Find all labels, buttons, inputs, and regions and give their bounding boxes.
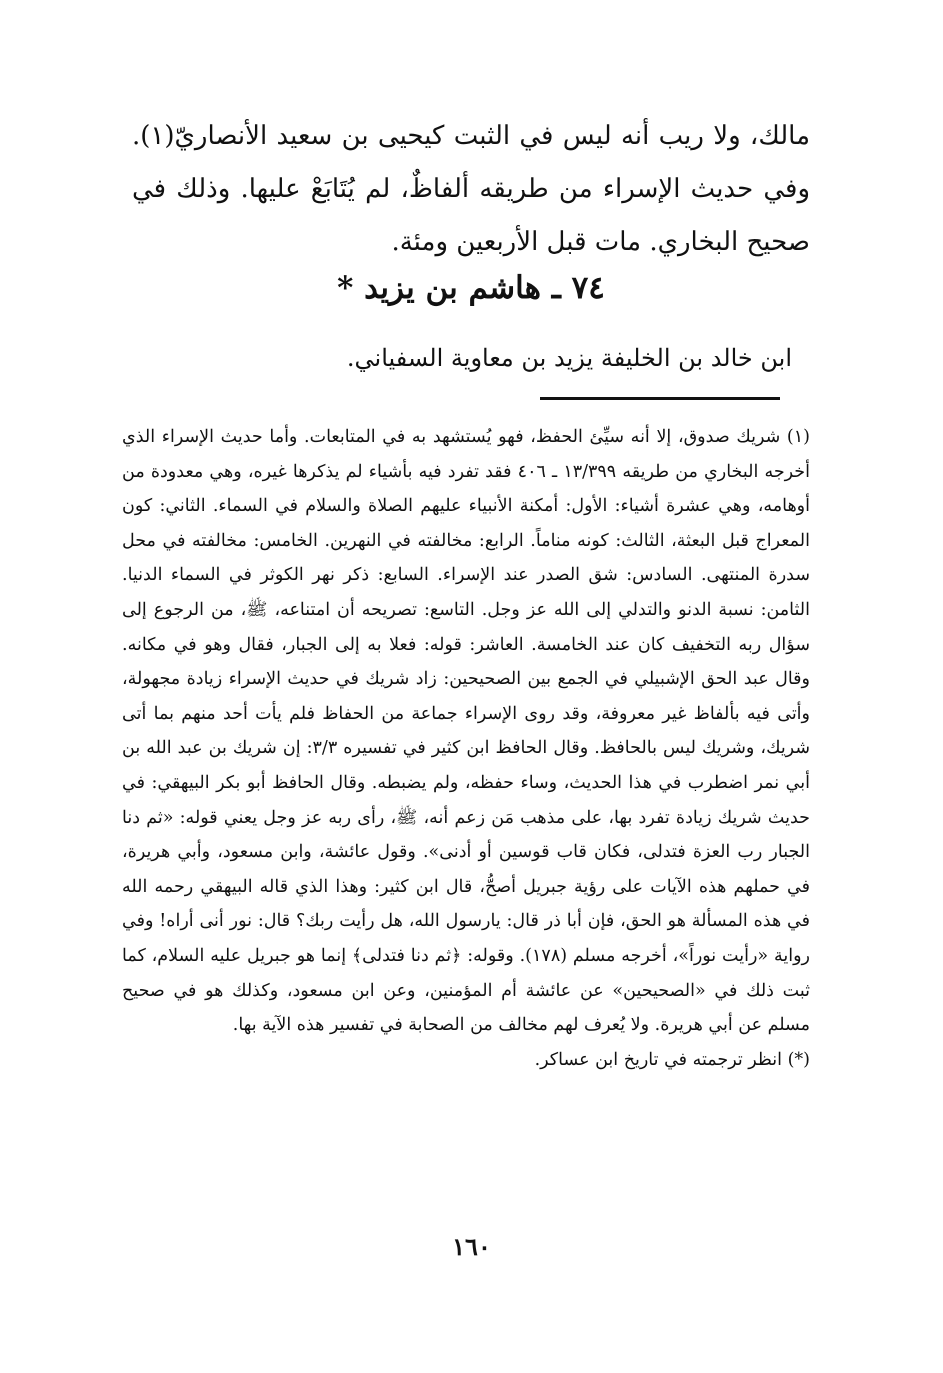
footnote-star: (*) انظر ترجمته في تاريخ ابن عساكر. [534,1049,810,1070]
main-body [132,110,810,269]
main-paragraph: مالك، ولا ريب أنه ليس في الثبت كيحيى بن سعيد الأنصاريّ(١). وفي حديث الإسراء من طريقه ألفاظٌ، لم يُتَابَعْ عليها. وذلك في صحيح البخاري. مات قبل الأربعين ومئة. [132,121,810,257]
entry-lineage: ابن خالد بن الخليفة يزيد بن معاوية السفياني. [346,344,792,372]
footnote-separator [540,397,780,400]
entry-heading: ٧٤ ـ هاشم بن يزيد * [337,270,605,306]
page-number: ١٦٠ [452,1232,491,1261]
footnote-1: (١) شريك صدوق، إلا أنه سيِّئ الحفظ، فهو يُستشهد به في المتابعات. وأما حديث الإسراء الذي أخرجه البخاري من طريقه ١٣/٣٩٩ ـ ٤٠٦ فقد تفرد فيه بأشياء لم يذكرها غيره، وهي معدودة من أوهامه، وهي عشرة أشياء: الأول: أمكنة الأنبياء عليهم الصلاة والسلام في السماء. الثاني: كون المعراج قبل البعثة، الثالث: كونه مناماً. الرابع: مخالفته في النهرين. الخامس: مخالفته في محل سدرة المنتهى. السادس: شق الصدر عند الإسراء. السابع: ذكر نهر الكوثر في السماء الدنيا. الثامن: نسبة الدنو والتدلي إلى الله عز وجل. التاسع: تصريحه أن امتناعه، ﷺ، من الرجوع إلى سؤال ربه التخفيف كان عند الخامسة. العاشر: قوله: فعلا به إلى الجبار، فقال وهو في مكانه. وقال عبد الحق الإشبيلي في الجمع بين الصحيحين: زاد شريك في حديث الإسراء زيادة مجهولة، وأتى فيه بألفاظ غير معروفة، وقد روى الإسراء جماعة من الحفاظ فلم يأت أحد منهم بما أتى شريك، وشريك ليس بالحافظ. وقال الحافظ ابن كثير في تفسيره ٣/٣: إن شريك بن عبد الله بن أبي نمر اضطرب في هذا الحديث، وساء حفظه، ولم يضبطه. وقال الحافظ أبو بكر البيهقي: في حديث شريك زيادة تفرد بها، على مذهب مَن زعم أنه، ﷺ، رأى ربه عز وجل يعني قوله: «ثم دنا الجبار رب العزة فتدلى، فكان قاب قوسين أو أدنى». وقول عائشة، وابن مسعود، وأبي هريرة، في حملهم هذه الآيات على رؤية جبريل أصحُّ، قال ابن كثير: وهذا الذي قاله البيهقي رحمه الله في هذه المسألة هو الحق، فإن أبا ذر قال: يارسول الله، هل رأيت ربك؟ قال: نور أنى أراه! وفي رواية «رأيت نوراً»، أخرجه مسلم (١٧٨). وقوله: ﴿ثم دنا فتدلى﴾ إنما هو جبريل عليه السلام، كما ثبت ذلك في «الصحيحين» عن عائشة أم المؤمنين، وعن ابن مسعود، وكذلك هو في صحيح مسلم عن أبي هريرة. ولا يُعرف لهم مخالف من الصحابة في تفسير هذه الآية بها. [122,427,811,1036]
footnotes [122,420,810,1077]
